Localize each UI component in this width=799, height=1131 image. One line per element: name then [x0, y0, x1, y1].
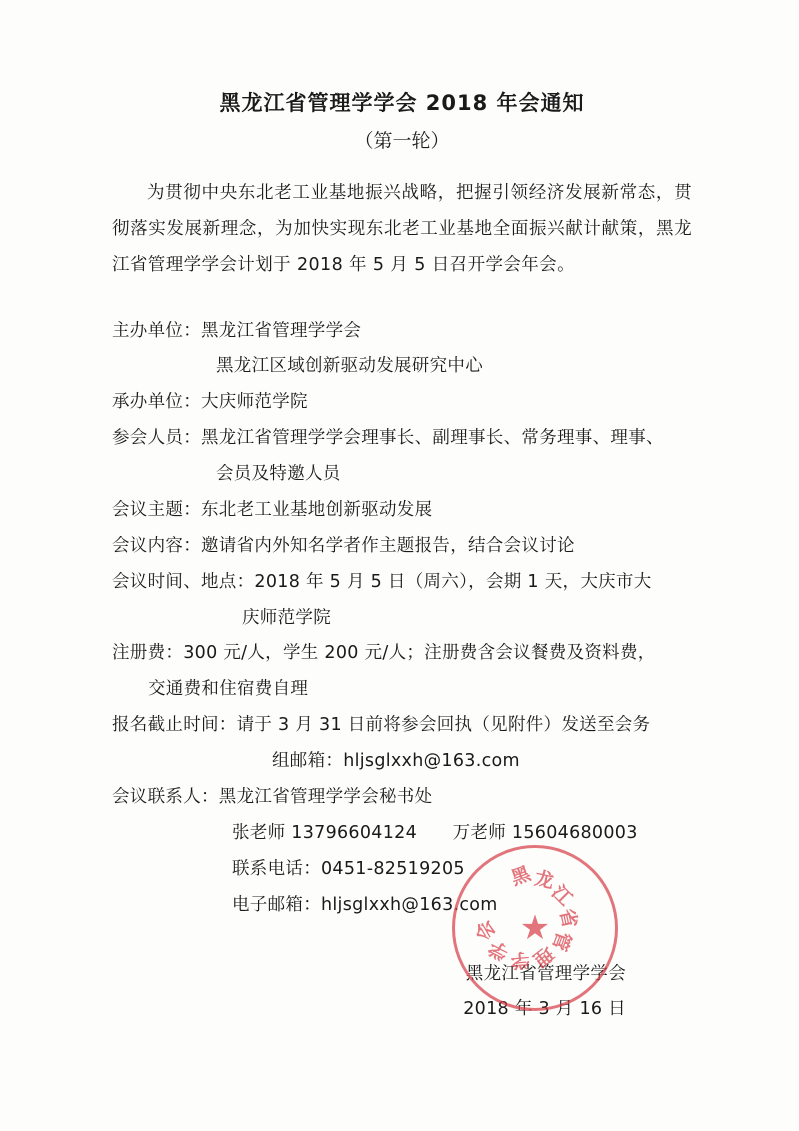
field-participants-1: 参会人员：黑龙江省管理学学会理事长、副理事长、常务理事、理事、: [112, 428, 664, 449]
document-body: [112, 88, 692, 1027]
field-organizer-2: 黑龙江区域创新驱动发展研究中心: [216, 356, 483, 377]
seal-character: 黑: [508, 862, 534, 890]
page-subtitle: （第一轮）: [354, 129, 450, 152]
field-organizer-1: 主办单位：黑龙江省管理学学会: [112, 320, 362, 341]
intro-paragraph: 为贯彻中央东北老工业基地振兴战略，把握引领经济发展新常态，贯彻落实发展新理念，为加快实现东北老工业基地全面振兴献计献策，黑龙江省管理学学会计划于 2018 年 5 月 5 日召开学会年会。: [112, 182, 692, 275]
field-co-organizer: 承办单位：大庆师范学院: [112, 392, 308, 413]
field-contact-title: 会议联系人：黑龙江省管理学学会秘书处: [112, 786, 433, 807]
detail-field-list: [112, 314, 692, 924]
field-deadline-1: 报名截止时间：请于 3 月 31 日前将参会回执（见附件）发送至会务: [112, 715, 651, 736]
seal-character: 龙: [532, 867, 556, 893]
field-participants-2: 会员及特邀人员: [216, 464, 341, 485]
seal-character: 理: [529, 941, 558, 971]
star-icon: ★: [519, 908, 551, 948]
page-title: 黑龙江省管理学学会 2018 年会通知: [219, 91, 585, 115]
signature-organization: 黑龙江省管理学学会: [465, 964, 626, 985]
field-content: 会议内容：邀请省内外知名学者作主题报告，结合会议讨论: [112, 535, 575, 556]
field-fee-2: 交通费和住宿费自理: [148, 679, 309, 700]
signature-block: [112, 957, 692, 1027]
seal-character: 江: [547, 881, 577, 911]
field-time-place-2: 庆师范学院: [242, 607, 331, 628]
signature-date: 2018 年 3 月 16 日: [463, 999, 626, 1020]
field-deadline-2: 组邮箱：hljsglxxh@163.com: [272, 751, 520, 772]
seal-character: 学: [509, 947, 531, 972]
seal-character: 会: [471, 916, 501, 944]
field-fee-1: 注册费：300 元/人，学生 200 元/人；注册费含会议餐费及资料费，: [112, 643, 656, 664]
field-contact-phone: 联系电话：0451-82519205: [232, 858, 465, 879]
seal-character: 管: [547, 928, 575, 954]
field-contact-email: 电子邮箱：hljsglxxh@163.com: [232, 894, 498, 915]
field-time-place-1: 会议时间、地点：2018 年 5 月 5 日（周六），会期 1 天，大庆市大: [112, 571, 652, 592]
field-theme: 会议主题：东北老工业基地创新驱动发展: [112, 499, 433, 520]
seal-character: 省: [555, 906, 581, 931]
seal-character: 学: [485, 935, 513, 965]
field-contact-people: 张老师 13796604124 万老师 15604680003: [232, 822, 638, 843]
